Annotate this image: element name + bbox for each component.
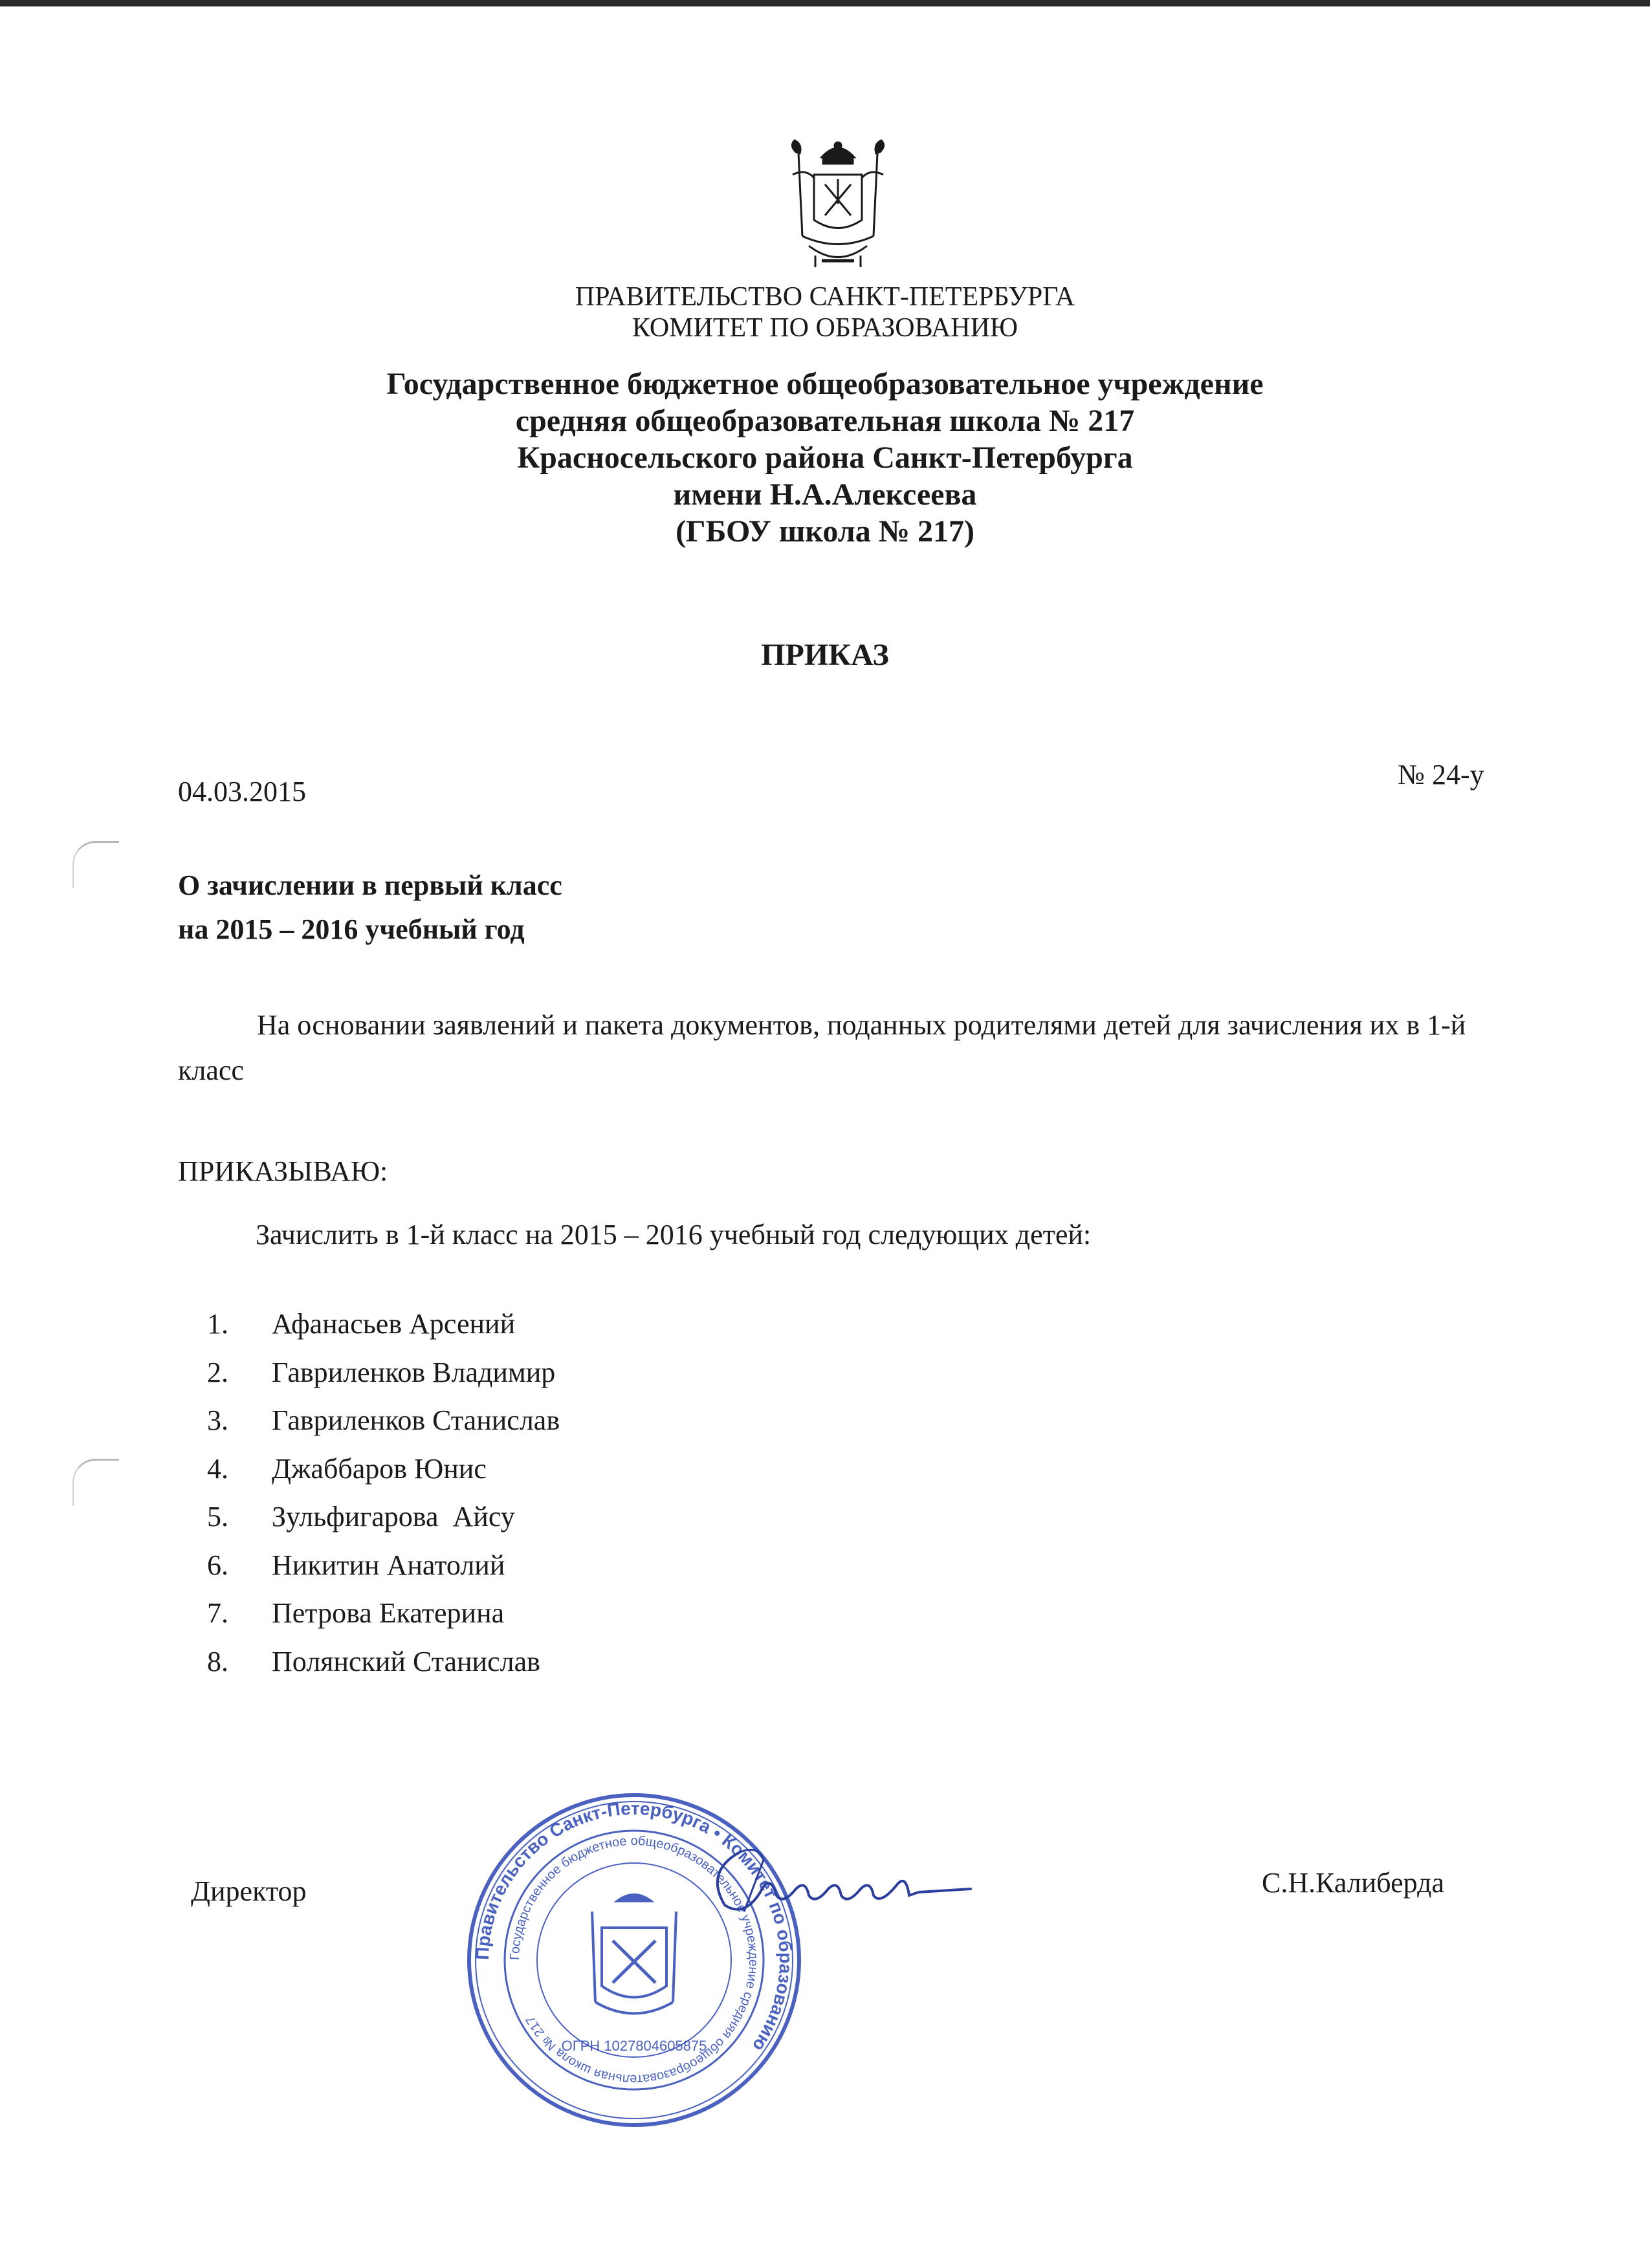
list-item-number: 7. — [207, 1597, 228, 1629]
enroll-instruction: Зачислить в 1-й класс на 2015 – 2016 учебный год следующих детей: — [256, 1219, 1092, 1250]
list-item-number: 4. — [207, 1452, 228, 1485]
list-item — [207, 1493, 560, 1542]
subject-line: на 2015 – 2016 учебный год — [178, 913, 525, 945]
document-date: 04.03.2015 — [178, 776, 306, 807]
basis-paragraph: На основании заявлений и пакета документов, поданных родителями детей для зачисления их в 1-й класс — [178, 1009, 1466, 1086]
child-name: Петрова Екатерина — [272, 1597, 505, 1629]
subject-line: О зачислении в первый класс — [178, 869, 562, 901]
list-item — [207, 1300, 560, 1349]
school-name-line: Красносельского района Санкт-Петербурга — [517, 441, 1133, 475]
stamp-ogrn: ОГРН 1027804605875 — [561, 2038, 707, 2054]
signer-position: Директор — [191, 1875, 307, 1907]
school-name-block — [0, 365, 1650, 550]
child-name: Афанасьев Арсений — [272, 1308, 516, 1340]
stamp-outer-text: Правительство Санкт-Петербурга • Комитет по образованию — [472, 1798, 797, 2055]
school-name-line: имени Н.А.Алексеева — [673, 477, 977, 512]
school-name-line: (ГБОУ школа № 217) — [676, 514, 974, 549]
school-name-line: Государственное бюджетное общеобразовательное учреждение — [386, 367, 1264, 401]
stamp-inner-text: Государственное бюджетное общеобразовательное учреждение средняя общеобразовательная школа № 217 — [507, 1833, 761, 2087]
punch-hole-top — [72, 841, 119, 888]
child-name: Гавриленков Станислав — [272, 1404, 560, 1436]
list-item — [207, 1638, 560, 1686]
school-name-line: средняя общеобразовательная школа № 217 — [515, 404, 1135, 438]
list-item — [207, 1349, 560, 1397]
document-subject — [178, 864, 562, 952]
child-name: Гавриленков Владимир — [272, 1356, 556, 1388]
list-item — [207, 1397, 560, 1445]
list-item-number: 6. — [207, 1549, 228, 1581]
list-item-number: 2. — [207, 1356, 228, 1388]
scan-edge — [0, 0, 1650, 6]
document-number: № 24-у — [1398, 759, 1484, 791]
order-word: ПРИКАЗЫВАЮ: — [178, 1155, 388, 1187]
child-name: Джаббаров Юнис — [272, 1452, 487, 1485]
child-name: Никитин Анатолий — [272, 1549, 505, 1581]
list-item-number: 3. — [207, 1404, 228, 1436]
list-item-number: 8. — [207, 1645, 228, 1677]
list-item-number: 1. — [207, 1308, 228, 1340]
child-name: Полянский Станислав — [272, 1645, 540, 1677]
director-signature — [699, 1834, 984, 1931]
children-list — [207, 1300, 560, 1686]
spb-coat-of-arms-emblem — [776, 139, 899, 272]
signer-name: С.Н.Калиберда — [1262, 1867, 1444, 1899]
issuing-authority — [0, 281, 1650, 343]
list-item — [207, 1589, 560, 1638]
government-name: ПРАВИТЕЛЬСТВО САНКТ-ПЕТЕРБУРГА — [575, 282, 1075, 312]
list-item-number: 5. — [207, 1501, 228, 1532]
list-item — [207, 1542, 560, 1590]
punch-hole-bottom — [72, 1459, 119, 1506]
document-type: ПРИКАЗ — [761, 638, 889, 672]
list-item — [207, 1445, 560, 1494]
committee-name: КОМИТЕТ ПО ОБРАЗОВАНИЮ — [632, 313, 1018, 343]
child-name: Зульфигарова Айсу — [272, 1501, 515, 1532]
